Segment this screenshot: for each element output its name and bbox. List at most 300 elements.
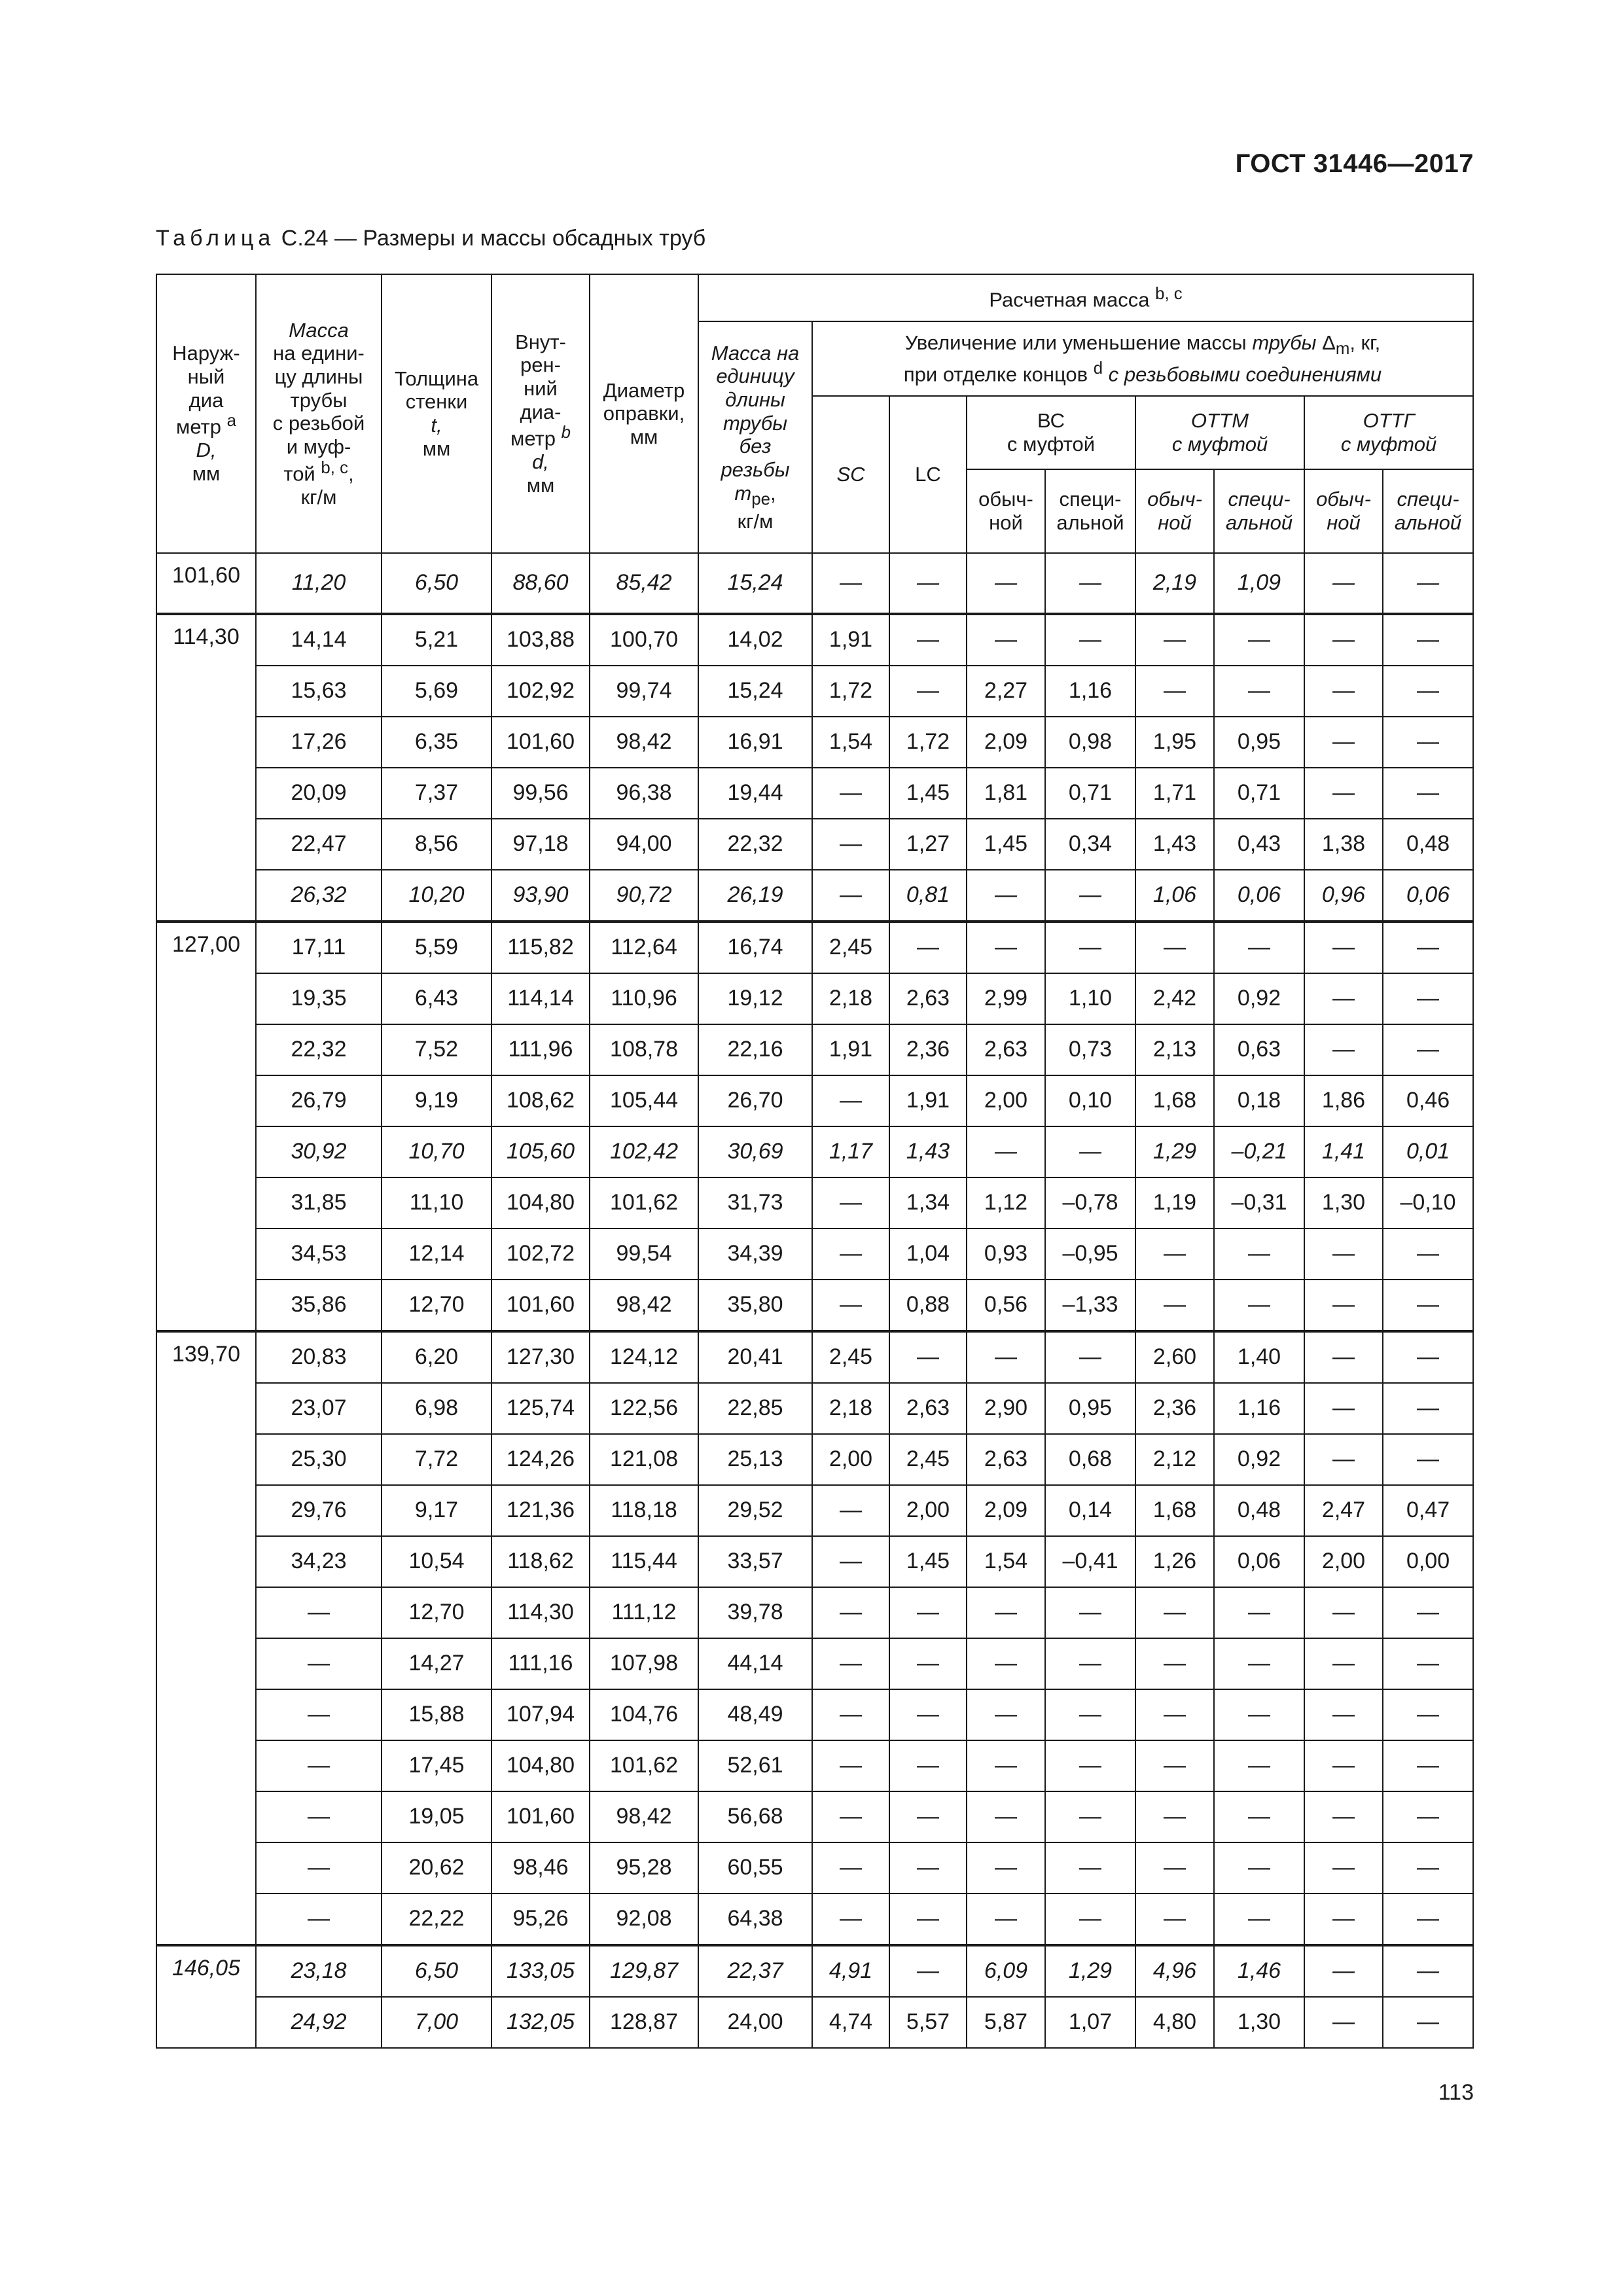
mandrel-cell: 101,62	[590, 1740, 698, 1791]
bc-special-cell: —	[1045, 1638, 1135, 1689]
table-row	[156, 922, 1473, 973]
mandrel-cell: 94,00	[590, 819, 698, 870]
table-header	[156, 274, 1473, 553]
ottg-regular-cell: —	[1304, 922, 1383, 973]
mandrel-cell: 98,42	[590, 1280, 698, 1331]
wall-cell: 6,50	[382, 553, 491, 614]
lc-cell: 1,34	[889, 1177, 967, 1229]
bc-regular-cell: —	[967, 614, 1045, 666]
lc-cell: 1,04	[889, 1229, 967, 1280]
mass-cell: —	[256, 1791, 382, 1842]
header-ottg-special: специ- альной	[1383, 469, 1473, 553]
plain-mass-cell: 56,68	[698, 1791, 812, 1842]
plain-mass-cell: 22,37	[698, 1945, 812, 1997]
mass-cell: 34,23	[256, 1536, 382, 1587]
lc-cell: 1,43	[889, 1126, 967, 1177]
ottm-regular-cell: 2,13	[1135, 1024, 1214, 1075]
bc-special-cell: 0,10	[1045, 1075, 1135, 1126]
mass-cell: 30,92	[256, 1126, 382, 1177]
sc-cell: —	[812, 1893, 889, 1945]
mandrel-cell: 99,74	[590, 666, 698, 717]
bc-regular-cell: —	[967, 1331, 1045, 1383]
mass-cell: —	[256, 1740, 382, 1791]
ottm-special-cell: 0,95	[1214, 717, 1304, 768]
ottg-regular-cell: 1,86	[1304, 1075, 1383, 1126]
ottg-special-cell: 0,06	[1383, 870, 1473, 922]
plain-mass-cell: 52,61	[698, 1740, 812, 1791]
bc-regular-cell: —	[967, 1689, 1045, 1740]
bc-special-cell: —	[1045, 1689, 1135, 1740]
table-row	[156, 1229, 1473, 1280]
ottm-special-cell: 0,92	[1214, 1434, 1304, 1485]
inner-diameter-cell: 125,74	[491, 1383, 590, 1434]
plain-mass-cell: 35,80	[698, 1280, 812, 1331]
ottm-special-cell: 1,16	[1214, 1383, 1304, 1434]
table-row	[156, 819, 1473, 870]
ottg-special-cell: 0,48	[1383, 819, 1473, 870]
ottg-regular-cell: 2,00	[1304, 1536, 1383, 1587]
table-row	[156, 1024, 1473, 1075]
plain-mass-cell: 34,39	[698, 1229, 812, 1280]
bc-special-cell: 1,29	[1045, 1945, 1135, 1997]
plain-mass-cell: 25,13	[698, 1434, 812, 1485]
ottm-regular-cell: 2,12	[1135, 1434, 1214, 1485]
ottm-special-cell: 0,18	[1214, 1075, 1304, 1126]
bc-regular-cell: 5,87	[967, 1997, 1045, 2048]
ottg-special-cell: —	[1383, 1229, 1473, 1280]
lc-cell: 1,27	[889, 819, 967, 870]
table-row	[156, 1587, 1473, 1638]
lc-cell: 1,91	[889, 1075, 967, 1126]
lc-cell: —	[889, 1587, 967, 1638]
mandrel-cell: 85,42	[590, 553, 698, 614]
wall-cell: 15,88	[382, 1689, 491, 1740]
mass-cell: 20,09	[256, 768, 382, 819]
plain-mass-cell: 19,12	[698, 973, 812, 1024]
header-mandrel-diameter: Диаметр оправки, мм	[590, 274, 698, 553]
ottm-special-cell: —	[1214, 666, 1304, 717]
lc-cell: —	[889, 1638, 967, 1689]
ottg-regular-cell: —	[1304, 1331, 1383, 1383]
mass-cell: 20,83	[256, 1331, 382, 1383]
inner-diameter-cell: 111,16	[491, 1638, 590, 1689]
mass-cell: —	[256, 1893, 382, 1945]
inner-diameter-cell: 97,18	[491, 819, 590, 870]
ottg-special-cell: —	[1383, 1587, 1473, 1638]
table-row	[156, 614, 1473, 666]
ottm-regular-cell: 2,36	[1135, 1383, 1214, 1434]
header-ottm-regular: обыч- ной	[1135, 469, 1214, 553]
plain-mass-cell: 29,52	[698, 1485, 812, 1536]
ottm-special-cell: —	[1214, 1280, 1304, 1331]
bc-regular-cell: 6,09	[967, 1945, 1045, 1997]
mass-cell: 14,14	[256, 614, 382, 666]
wall-cell: 7,00	[382, 1997, 491, 2048]
ottg-regular-cell: —	[1304, 1229, 1383, 1280]
sc-cell: —	[812, 1791, 889, 1842]
wall-cell: 6,20	[382, 1331, 491, 1383]
wall-cell: 8,56	[382, 819, 491, 870]
caption-title: Размеры и массы обсадных труб	[363, 226, 706, 251]
ottg-special-cell: 0,46	[1383, 1075, 1473, 1126]
outer-diameter-cell: 139,70	[156, 1331, 256, 1945]
table-row	[156, 1997, 1473, 2048]
ottm-regular-cell: 4,80	[1135, 1997, 1214, 2048]
ottm-regular-cell: 2,42	[1135, 973, 1214, 1024]
ottm-regular-cell: 2,60	[1135, 1331, 1214, 1383]
mass-cell: 26,32	[256, 870, 382, 922]
inner-diameter-cell: 102,92	[491, 666, 590, 717]
mass-cell: 22,32	[256, 1024, 382, 1075]
mass-cell: 35,86	[256, 1280, 382, 1331]
sc-cell: —	[812, 1689, 889, 1740]
bc-regular-cell: —	[967, 1791, 1045, 1842]
sc-cell: —	[812, 1075, 889, 1126]
bc-special-cell: 0,95	[1045, 1383, 1135, 1434]
mass-cell: —	[256, 1587, 382, 1638]
inner-diameter-cell: 99,56	[491, 768, 590, 819]
mass-cell: 34,53	[256, 1229, 382, 1280]
mandrel-cell: 118,18	[590, 1485, 698, 1536]
bc-regular-cell: —	[967, 553, 1045, 614]
sc-cell: 1,17	[812, 1126, 889, 1177]
wall-cell: 6,35	[382, 717, 491, 768]
table-row	[156, 1536, 1473, 1587]
mandrel-cell: 129,87	[590, 1945, 698, 1997]
sc-cell: —	[812, 1587, 889, 1638]
ottm-regular-cell: —	[1135, 1791, 1214, 1842]
table-row	[156, 1280, 1473, 1331]
bc-special-cell: 1,10	[1045, 973, 1135, 1024]
ottm-special-cell: –0,31	[1214, 1177, 1304, 1229]
mass-cell: 11,20	[256, 553, 382, 614]
mass-cell: 19,35	[256, 973, 382, 1024]
sc-cell: —	[812, 553, 889, 614]
ottg-special-cell: —	[1383, 1280, 1473, 1331]
bc-special-cell: —	[1045, 1791, 1135, 1842]
ottm-regular-cell: —	[1135, 1842, 1214, 1893]
lc-cell: —	[889, 1791, 967, 1842]
ottm-special-cell: —	[1214, 1689, 1304, 1740]
lc-cell: —	[889, 1945, 967, 1997]
mandrel-cell: 111,12	[590, 1587, 698, 1638]
sc-cell: —	[812, 819, 889, 870]
bc-special-cell: —	[1045, 870, 1135, 922]
table-row	[156, 1842, 1473, 1893]
table-caption	[156, 226, 705, 251]
header-inner-diameter: Внут- рен- ний диа- метр $^b$ d, мм	[491, 274, 590, 553]
bc-regular-cell: 1,12	[967, 1177, 1045, 1229]
lc-cell: 2,00	[889, 1485, 967, 1536]
plain-mass-cell: 64,38	[698, 1893, 812, 1945]
plain-mass-cell: 19,44	[698, 768, 812, 819]
sc-cell: 1,72	[812, 666, 889, 717]
table-row	[156, 1945, 1473, 1997]
mass-cell: 23,18	[256, 1945, 382, 1997]
wall-cell: 6,50	[382, 1945, 491, 1997]
ottm-regular-cell: —	[1135, 1587, 1214, 1638]
caption-dash: —	[334, 226, 357, 251]
plain-mass-cell: 15,24	[698, 553, 812, 614]
mandrel-cell: 107,98	[590, 1638, 698, 1689]
table-row	[156, 666, 1473, 717]
plain-mass-cell: 22,32	[698, 819, 812, 870]
header-lc: LC	[889, 396, 967, 553]
ottm-regular-cell: 1,06	[1135, 870, 1214, 922]
table-row	[156, 1177, 1473, 1229]
plain-mass-cell: 30,69	[698, 1126, 812, 1177]
header-bc-regular: обыч- ной	[967, 469, 1045, 553]
sc-cell: —	[812, 1177, 889, 1229]
inner-diameter-cell: 104,80	[491, 1740, 590, 1791]
ottm-special-cell: –0,21	[1214, 1126, 1304, 1177]
ottg-regular-cell: —	[1304, 1280, 1383, 1331]
bc-special-cell: 0,71	[1045, 768, 1135, 819]
ottm-regular-cell: —	[1135, 1280, 1214, 1331]
ottg-special-cell: —	[1383, 1740, 1473, 1791]
lc-cell: —	[889, 1331, 967, 1383]
bc-special-cell: –0,41	[1045, 1536, 1135, 1587]
bc-regular-cell: 2,63	[967, 1024, 1045, 1075]
header-bc: ВС с муфтой	[967, 396, 1135, 469]
inner-diameter-cell: 108,62	[491, 1075, 590, 1126]
ottm-special-cell: 1,30	[1214, 1997, 1304, 2048]
plain-mass-cell: 16,91	[698, 717, 812, 768]
bc-special-cell: –0,95	[1045, 1229, 1135, 1280]
ottm-special-cell: 1,46	[1214, 1945, 1304, 1997]
ottg-regular-cell: —	[1304, 1893, 1383, 1945]
sc-cell: 4,91	[812, 1945, 889, 1997]
bc-regular-cell: 2,09	[967, 1485, 1045, 1536]
bc-special-cell: —	[1045, 1331, 1135, 1383]
ottm-special-cell: 0,43	[1214, 819, 1304, 870]
ottg-special-cell: —	[1383, 1997, 1473, 2048]
mandrel-cell: 100,70	[590, 614, 698, 666]
ottm-regular-cell: —	[1135, 614, 1214, 666]
plain-mass-cell: 24,00	[698, 1997, 812, 2048]
lc-cell: —	[889, 922, 967, 973]
ottg-special-cell: —	[1383, 553, 1473, 614]
bc-special-cell: 0,14	[1045, 1485, 1135, 1536]
wall-cell: 22,22	[382, 1893, 491, 1945]
ottm-special-cell: 0,92	[1214, 973, 1304, 1024]
mandrel-cell: 112,64	[590, 922, 698, 973]
mandrel-cell: 108,78	[590, 1024, 698, 1075]
lc-cell: 1,45	[889, 768, 967, 819]
table-row	[156, 1740, 1473, 1791]
wall-cell: 7,52	[382, 1024, 491, 1075]
table-row	[156, 1075, 1473, 1126]
bc-regular-cell: 2,27	[967, 666, 1045, 717]
header-sc: SC	[812, 396, 889, 553]
inner-diameter-cell: 107,94	[491, 1689, 590, 1740]
ottg-special-cell: —	[1383, 717, 1473, 768]
mandrel-cell: 99,54	[590, 1229, 698, 1280]
table-row	[156, 870, 1473, 922]
bc-regular-cell: 1,54	[967, 1536, 1045, 1587]
sc-cell: 4,74	[812, 1997, 889, 2048]
ottm-regular-cell: 1,71	[1135, 768, 1214, 819]
table-row	[156, 1485, 1473, 1536]
ottg-special-cell: 0,01	[1383, 1126, 1473, 1177]
wall-cell: 9,19	[382, 1075, 491, 1126]
ottm-special-cell: —	[1214, 1740, 1304, 1791]
ottm-regular-cell: —	[1135, 1689, 1214, 1740]
mass-cell: 23,07	[256, 1383, 382, 1434]
inner-diameter-cell: 121,36	[491, 1485, 590, 1536]
mass-cell: —	[256, 1638, 382, 1689]
header-ottg: ОТТГ с муфтой	[1304, 396, 1473, 469]
mass-cell: 26,79	[256, 1075, 382, 1126]
ottg-regular-cell: 1,41	[1304, 1126, 1383, 1177]
lc-cell: 2,36	[889, 1024, 967, 1075]
table-body	[156, 553, 1473, 2048]
table-row	[156, 973, 1473, 1024]
mass-cell: —	[256, 1689, 382, 1740]
ottm-regular-cell: 1,19	[1135, 1177, 1214, 1229]
outer-diameter-cell: 146,05	[156, 1945, 256, 2048]
casing-pipes-table	[156, 274, 1474, 2049]
mass-cell: 24,92	[256, 1997, 382, 2048]
table-row	[156, 768, 1473, 819]
inner-diameter-cell: 124,26	[491, 1434, 590, 1485]
wall-cell: 12,70	[382, 1280, 491, 1331]
sc-cell: —	[812, 1229, 889, 1280]
plain-mass-cell: 20,41	[698, 1331, 812, 1383]
bc-special-cell: —	[1045, 922, 1135, 973]
mandrel-cell: 110,96	[590, 973, 698, 1024]
bc-special-cell: 1,07	[1045, 1997, 1135, 2048]
wall-cell: 6,98	[382, 1383, 491, 1434]
ottg-special-cell: —	[1383, 614, 1473, 666]
sc-cell: 2,00	[812, 1434, 889, 1485]
ottm-regular-cell: 2,19	[1135, 553, 1214, 614]
mandrel-cell: 92,08	[590, 1893, 698, 1945]
bc-special-cell: –1,33	[1045, 1280, 1135, 1331]
plain-mass-cell: 31,73	[698, 1177, 812, 1229]
lc-cell: 1,72	[889, 717, 967, 768]
mandrel-cell: 122,56	[590, 1383, 698, 1434]
ottg-regular-cell: 2,47	[1304, 1485, 1383, 1536]
lc-cell: —	[889, 1689, 967, 1740]
mass-cell: 15,63	[256, 666, 382, 717]
sc-cell: —	[812, 1842, 889, 1893]
plain-mass-cell: 26,19	[698, 870, 812, 922]
inner-diameter-cell: 98,46	[491, 1842, 590, 1893]
wall-cell: 19,05	[382, 1791, 491, 1842]
plain-mass-cell: 48,49	[698, 1689, 812, 1740]
mandrel-cell: 115,44	[590, 1536, 698, 1587]
ottm-special-cell: 0,06	[1214, 1536, 1304, 1587]
ottm-regular-cell: —	[1135, 922, 1214, 973]
plain-mass-cell: 60,55	[698, 1842, 812, 1893]
wall-cell: 5,59	[382, 922, 491, 973]
table-row	[156, 1383, 1473, 1434]
sc-cell: 2,18	[812, 973, 889, 1024]
inner-diameter-cell: 127,30	[491, 1331, 590, 1383]
lc-cell: 0,88	[889, 1280, 967, 1331]
ottm-regular-cell: —	[1135, 1229, 1214, 1280]
lc-cell: —	[889, 666, 967, 717]
ottm-special-cell: —	[1214, 1893, 1304, 1945]
ottg-special-cell: —	[1383, 768, 1473, 819]
bc-regular-cell: 1,81	[967, 768, 1045, 819]
ottg-special-cell: —	[1383, 1434, 1473, 1485]
bc-special-cell: —	[1045, 1842, 1135, 1893]
bc-special-cell: —	[1045, 1587, 1135, 1638]
ottm-special-cell: 0,48	[1214, 1485, 1304, 1536]
bc-special-cell: 1,16	[1045, 666, 1135, 717]
ottg-special-cell: —	[1383, 1024, 1473, 1075]
mass-cell: 17,26	[256, 717, 382, 768]
sc-cell: 2,45	[812, 1331, 889, 1383]
mandrel-cell: 101,62	[590, 1177, 698, 1229]
ottg-regular-cell: —	[1304, 1689, 1383, 1740]
bc-regular-cell: —	[967, 1126, 1045, 1177]
sc-cell: —	[812, 1740, 889, 1791]
wall-cell: 7,72	[382, 1434, 491, 1485]
ottm-special-cell: 0,63	[1214, 1024, 1304, 1075]
sc-cell: 2,45	[812, 922, 889, 973]
plain-mass-cell: 44,14	[698, 1638, 812, 1689]
ottg-regular-cell: —	[1304, 1997, 1383, 2048]
mandrel-cell: 95,28	[590, 1842, 698, 1893]
sc-cell: —	[812, 870, 889, 922]
mass-cell: —	[256, 1842, 382, 1893]
mass-cell: 31,85	[256, 1177, 382, 1229]
inner-diameter-cell: 114,14	[491, 973, 590, 1024]
ottm-special-cell: 0,71	[1214, 768, 1304, 819]
ottg-special-cell: –0,10	[1383, 1177, 1473, 1229]
inner-diameter-cell: 103,88	[491, 614, 590, 666]
ottm-regular-cell: 4,96	[1135, 1945, 1214, 1997]
inner-diameter-cell: 104,80	[491, 1177, 590, 1229]
bc-regular-cell: —	[967, 1638, 1045, 1689]
bc-special-cell: –0,78	[1045, 1177, 1135, 1229]
outer-diameter-cell: 127,00	[156, 922, 256, 1331]
inner-diameter-cell: 115,82	[491, 922, 590, 973]
lc-cell: —	[889, 614, 967, 666]
table-row	[156, 1791, 1473, 1842]
ottm-regular-cell: —	[1135, 666, 1214, 717]
wall-cell: 12,14	[382, 1229, 491, 1280]
header-bc-special: специ- альной	[1045, 469, 1135, 553]
table-row	[156, 1126, 1473, 1177]
plain-mass-cell: 14,02	[698, 614, 812, 666]
ottg-special-cell: —	[1383, 1945, 1473, 1997]
ottg-regular-cell: 1,38	[1304, 819, 1383, 870]
mandrel-cell: 90,72	[590, 870, 698, 922]
wall-cell: 7,37	[382, 768, 491, 819]
mandrel-cell: 102,42	[590, 1126, 698, 1177]
plain-mass-cell: 39,78	[698, 1587, 812, 1638]
wall-cell: 10,54	[382, 1536, 491, 1587]
mandrel-cell: 128,87	[590, 1997, 698, 2048]
ottg-special-cell: —	[1383, 1842, 1473, 1893]
ottm-regular-cell: 1,68	[1135, 1485, 1214, 1536]
header-ottm-special: специ- альной	[1214, 469, 1304, 553]
inner-diameter-cell: 95,26	[491, 1893, 590, 1945]
wall-cell: 20,62	[382, 1842, 491, 1893]
bc-special-cell: —	[1045, 1740, 1135, 1791]
ottm-special-cell: 1,09	[1214, 553, 1304, 614]
ottm-regular-cell: 1,95	[1135, 717, 1214, 768]
lc-cell: —	[889, 553, 967, 614]
table-row	[156, 1331, 1473, 1383]
ottm-regular-cell: 1,43	[1135, 819, 1214, 870]
bc-regular-cell: 2,90	[967, 1383, 1045, 1434]
ottg-regular-cell: —	[1304, 1791, 1383, 1842]
